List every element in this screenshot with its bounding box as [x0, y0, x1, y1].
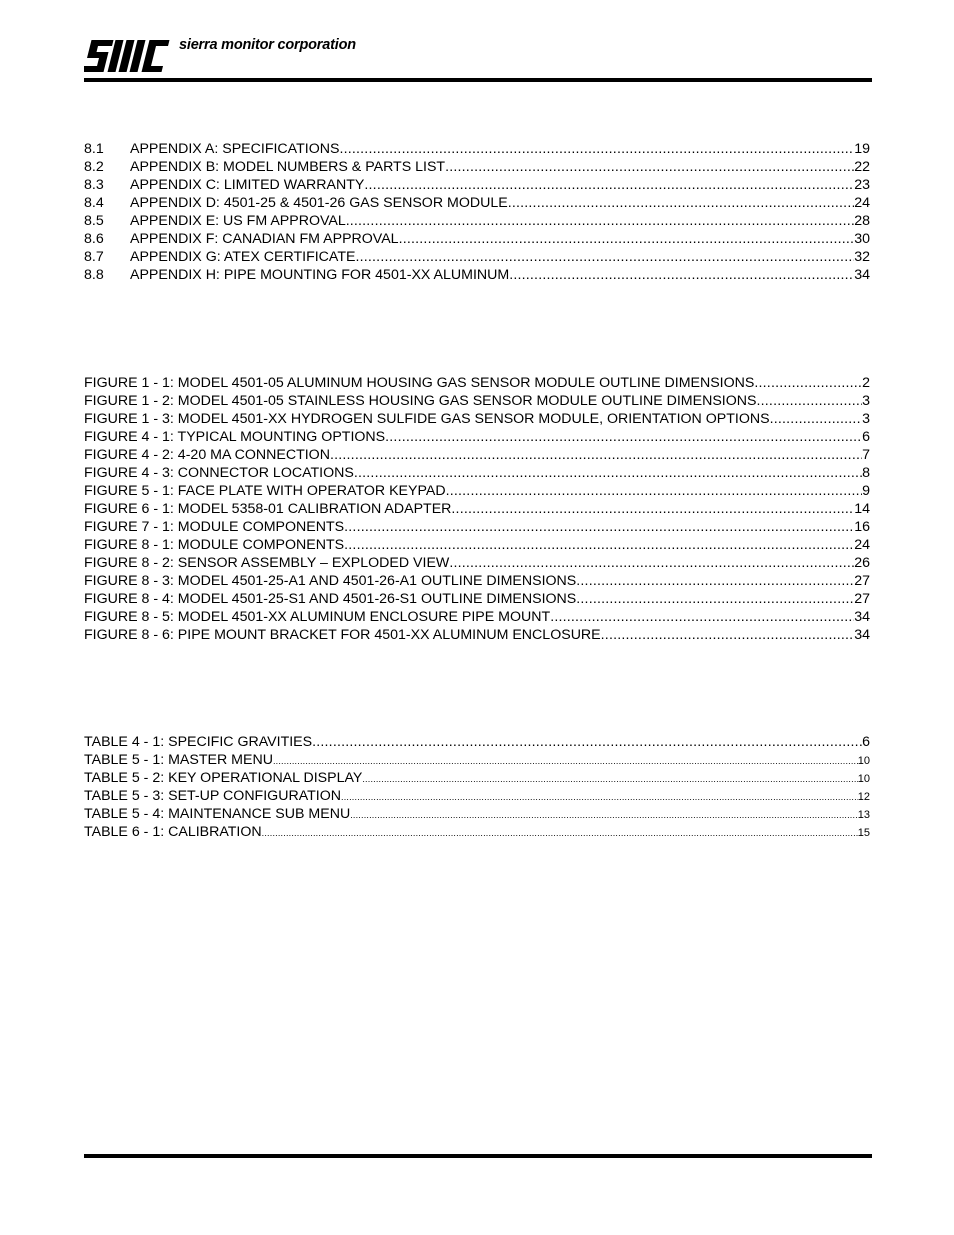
dot-leader [770, 410, 863, 428]
table-entry[interactable] [84, 751, 870, 769]
appendix-number: 8.1 [84, 141, 104, 157]
appendix-entry[interactable] [84, 176, 870, 194]
appendix-title: APPENDIX D: 4501-25 & 4501-26 GAS SENSOR MODULE [130, 195, 508, 211]
dot-leader [601, 626, 855, 644]
table-page-number: 12 [857, 791, 870, 803]
dot-leader [350, 805, 858, 824]
dot-leader [445, 158, 854, 176]
appendix-page-number: 23 [854, 177, 870, 193]
dot-leader [312, 733, 862, 751]
figure-entry[interactable] [84, 554, 870, 572]
figure-page-number: 7 [862, 447, 870, 463]
appendix-number: 8.5 [84, 213, 104, 229]
dot-leader [385, 428, 862, 446]
figure-entry[interactable] [84, 428, 870, 446]
appendix-entry[interactable] [84, 194, 870, 212]
figure-entry[interactable] [84, 392, 870, 410]
figure-entry[interactable] [84, 572, 870, 590]
figure-title: FIGURE 4 - 1: TYPICAL MOUNTING OPTIONS [84, 429, 386, 445]
table-page-number: 10 [857, 773, 870, 785]
table-page-number: 13 [857, 809, 870, 821]
appendix-title: APPENDIX E: US FM APPROVAL. [130, 213, 350, 229]
figure-page-number: 2 [862, 375, 870, 391]
figure-title: FIGURE 4 - 2: 4-20 MA CONNECTION [84, 447, 330, 463]
appendix-title: APPENDIX G: ATEX CERTIFICATE [130, 249, 356, 265]
dot-leader [550, 608, 854, 626]
appendix-page-number: 28 [854, 213, 870, 229]
table-entry[interactable] [84, 823, 870, 841]
dot-leader [362, 769, 857, 788]
dot-leader [341, 787, 858, 806]
figure-entry[interactable] [84, 626, 870, 644]
table-title: TABLE 4 - 1: SPECIFIC GRAVITIES [84, 734, 313, 750]
dot-leader [344, 518, 854, 536]
dot-leader [355, 248, 854, 266]
appendix-number: 8.2 [84, 159, 104, 175]
dot-leader [354, 464, 862, 482]
figure-page-number: 27 [854, 591, 870, 607]
appendix-number: 8.8 [84, 267, 104, 283]
dot-leader [576, 590, 854, 608]
dot-leader [339, 140, 854, 158]
appendix-title: APPENDIX F: CANADIAN FM APPROVAL [130, 231, 399, 247]
figure-page-number: 3 [862, 411, 870, 427]
dot-leader [449, 554, 854, 572]
figure-title: FIGURE 4 - 3: CONNECTOR LOCATIONS [84, 465, 354, 481]
dot-leader [757, 392, 863, 410]
dot-leader [262, 823, 858, 842]
figure-entry[interactable] [84, 536, 870, 554]
figure-entry[interactable] [84, 464, 870, 482]
figure-page-number: 16 [854, 519, 870, 535]
figure-entry[interactable] [84, 608, 870, 626]
dot-leader [364, 176, 854, 194]
appendix-page-number: 32 [854, 249, 870, 265]
figure-list [84, 374, 870, 644]
appendix-page-number: 22 [854, 159, 870, 175]
figure-page-number: 6 [862, 429, 870, 445]
dot-leader [330, 446, 862, 464]
figure-title: FIGURE 8 - 2: SENSOR ASSEMBLY – EXPLODED VIEW [84, 555, 450, 571]
dot-leader [350, 212, 855, 230]
figure-page-number: 34 [854, 627, 870, 643]
figure-title: FIGURE 8 - 3: MODEL 4501-25-A1 AND 4501-26-A1 OUTLINE DIMENSIONS [84, 573, 577, 589]
figure-title: FIGURE 1 - 2: MODEL 4501-05 STAINLESS HOUSING GAS SENSOR MODULE OUTLINE DIMENSIONS [84, 393, 757, 409]
dot-leader [451, 500, 854, 518]
figure-page-number: 3 [862, 393, 870, 409]
dot-leader [754, 374, 862, 392]
figure-entry[interactable] [84, 590, 870, 608]
figure-page-number: 14 [854, 501, 870, 517]
table-title: TABLE 5 - 3: SET-UP CONFIGURATION [84, 788, 341, 804]
figure-page-number: 8 [862, 465, 870, 481]
company-name: sierra monitor corporation [179, 37, 356, 53]
appendix-entry[interactable] [84, 140, 870, 158]
appendix-page-number: 24 [854, 195, 870, 211]
figure-entry[interactable] [84, 518, 870, 536]
appendix-title: APPENDIX H: PIPE MOUNTING FOR 4501-XX ALUMINUM [130, 267, 510, 283]
appendix-title: APPENDIX B: MODEL NUMBERS & PARTS LIST [130, 159, 446, 175]
figure-page-number: 9 [862, 483, 870, 499]
appendix-number: 8.4 [84, 195, 104, 211]
figure-page-number: 34 [854, 609, 870, 625]
appendix-entry[interactable] [84, 158, 870, 176]
appendix-number: 8.3 [84, 177, 104, 193]
figure-page-number: 24 [854, 537, 870, 553]
dot-leader [576, 572, 854, 590]
figure-title: FIGURE 8 - 6: PIPE MOUNT BRACKET FOR 4501-XX ALUMINUM ENCLOSURE [84, 627, 601, 643]
appendix-page-number: 30 [854, 231, 870, 247]
appendix-number: 8.6 [84, 231, 104, 247]
table-title: TABLE 5 - 1: MASTER MENU [84, 752, 273, 768]
appendix-entry[interactable] [84, 212, 870, 230]
dot-leader [344, 536, 854, 554]
figure-page-number: 27 [854, 573, 870, 589]
dot-leader [446, 482, 863, 500]
figure-entry[interactable] [84, 374, 870, 392]
appendix-number: 8.7 [84, 249, 104, 265]
figure-title: FIGURE 5 - 1: FACE PLATE WITH OPERATOR KEYPAD [84, 483, 446, 499]
table-page-number: 6 [862, 734, 870, 750]
appendix-entry[interactable] [84, 248, 870, 266]
figure-title: FIGURE 8 - 5: MODEL 4501-XX ALUMINUM ENCLOSURE PIPE MOUNT [84, 609, 551, 625]
table-title: TABLE 5 - 4: MAINTENANCE SUB MENU [84, 806, 351, 822]
appendix-title: APPENDIX A: SPECIFICATIONS [130, 141, 340, 157]
table-page-number: 15 [857, 827, 870, 839]
table-page-number: 10 [857, 755, 870, 767]
appendix-list [84, 140, 870, 284]
appendix-entry[interactable] [84, 230, 870, 248]
dot-leader [509, 266, 854, 284]
dot-leader [399, 230, 855, 248]
figure-title: FIGURE 1 - 1: MODEL 4501-05 ALUMINUM HOUSING GAS SENSOR MODULE OUTLINE DIMENSIONS [84, 375, 755, 391]
dot-leader [508, 194, 855, 212]
figure-title: FIGURE 8 - 1: MODULE COMPONENTS [84, 537, 345, 553]
appendix-page-number: 19 [854, 141, 870, 157]
table-entry[interactable] [84, 805, 870, 823]
figure-entry[interactable] [84, 500, 870, 518]
figure-title: FIGURE 7 - 1: MODULE COMPONENTS [84, 519, 345, 535]
dot-leader [273, 751, 858, 770]
figure-title: FIGURE 8 - 4: MODEL 4501-25-S1 AND 4501-26-S1 OUTLINE DIMENSIONS [84, 591, 577, 607]
figure-entry[interactable] [84, 446, 870, 464]
figure-entry[interactable] [84, 482, 870, 500]
appendix-page-number: 34 [854, 267, 870, 283]
table-entry[interactable] [84, 769, 870, 787]
figure-page-number: 26 [854, 555, 870, 571]
footer-rule [84, 1154, 872, 1158]
appendix-entry[interactable] [84, 266, 870, 284]
figure-title: FIGURE 1 - 3: MODEL 4501-XX HYDROGEN SULFIDE GAS SENSOR MODULE, ORIENTATION OPTIONS [84, 411, 770, 427]
figure-title: FIGURE 6 - 1: MODEL 5358-01 CALIBRATION ADAPTER [84, 501, 452, 517]
table-list [84, 733, 870, 841]
table-entry[interactable] [84, 733, 870, 751]
page-header [84, 36, 872, 82]
appendix-title: APPENDIX C: LIMITED WARRANTY [130, 177, 365, 193]
figure-entry[interactable] [84, 410, 870, 428]
table-title: TABLE 6 - 1: CALIBRATION [84, 824, 262, 840]
header-rule [84, 78, 872, 82]
company-logo [84, 38, 174, 74]
logo-text: SMC [84, 38, 87, 39]
table-title: TABLE 5 - 2: KEY OPERATIONAL DISPLAY [84, 770, 363, 786]
table-entry[interactable] [84, 787, 870, 805]
